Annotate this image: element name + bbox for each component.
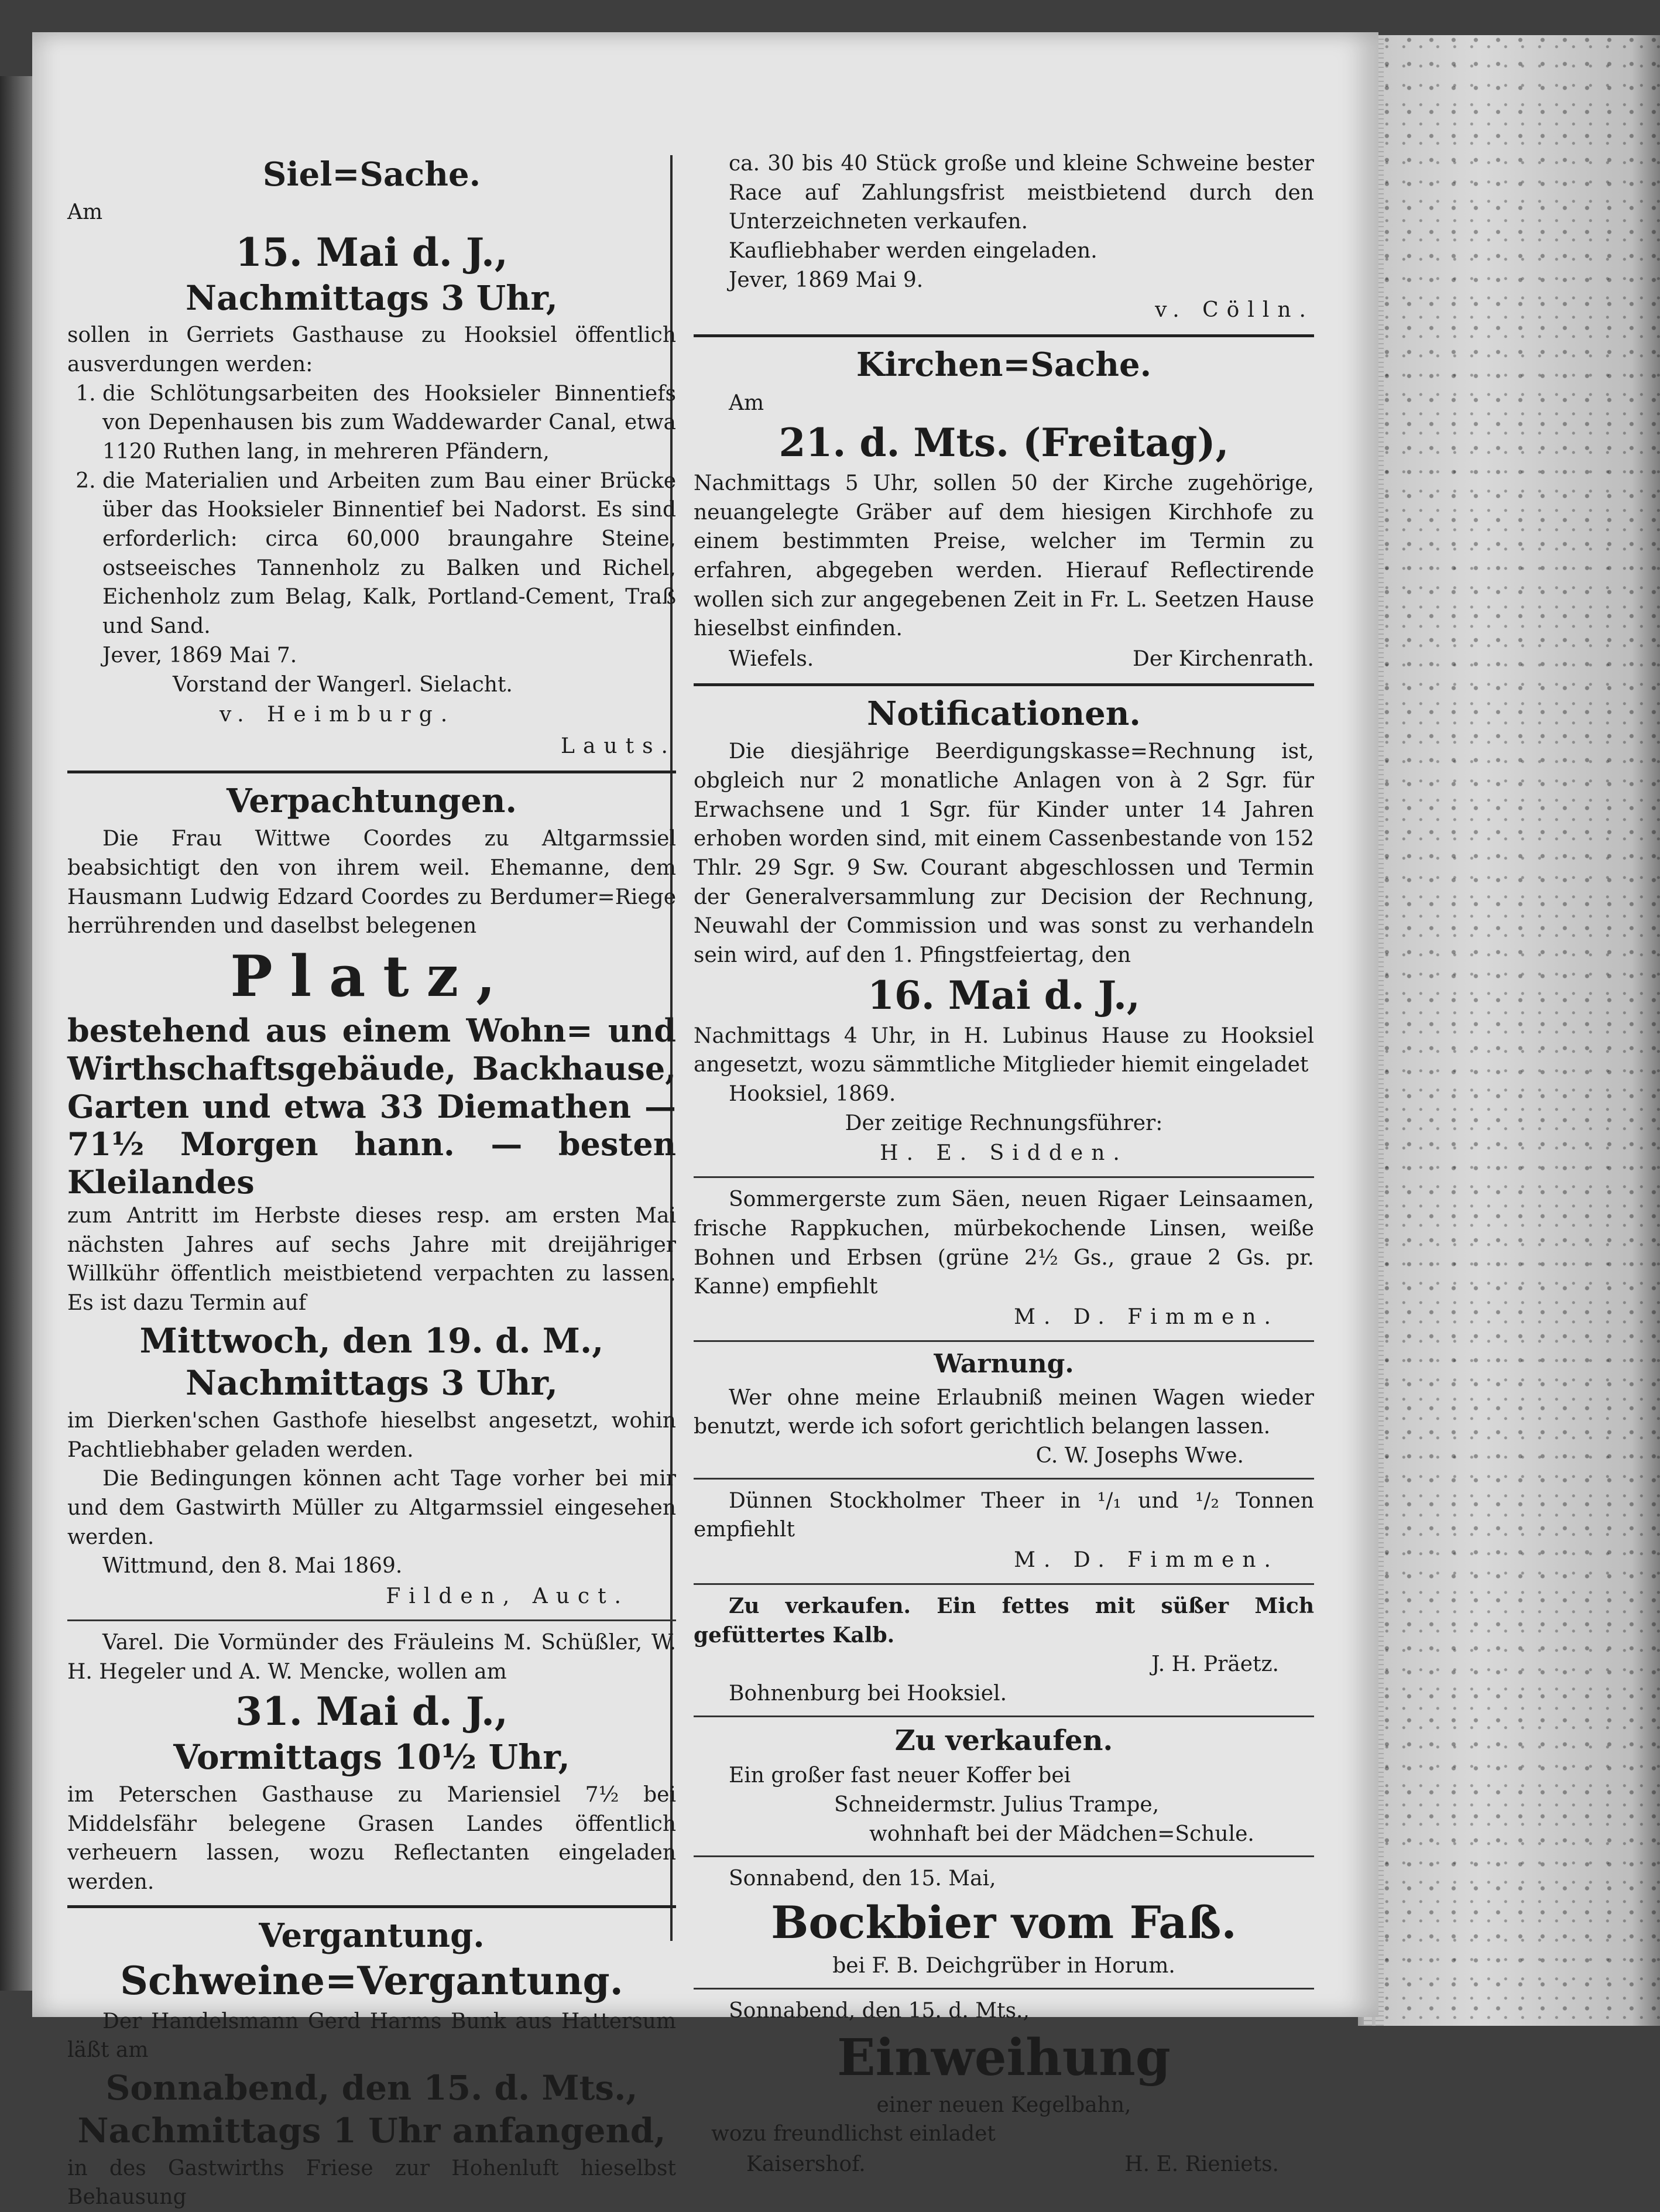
verp-text-4: Die Bedingungen können acht Tage vorher bei mir und dem Gastwirth Müller zu Altgarmssiel eingesehen werden.	[67, 1467, 676, 1549]
siel-item-1: 1. die Schlötungsarbeiten des Hooksieler Binnentiefs von Depenhausen bis zum Waddewarder Canal, etwa 1120 Ruthen lang, in mehreren Pfändern,	[102, 379, 676, 467]
siel-intro: sollen in Gerriets Gasthause zu Hooksiel öffentlich ausverdungen werden:	[67, 323, 676, 377]
notif-signature: H. E. Sidden.	[880, 1141, 1128, 1166]
divider	[694, 334, 1314, 337]
verk2-text-3: wohnhaft bei der Mädchen=Schule.	[869, 1821, 1254, 1846]
verg-text-2: in des Gastwirths Friese zur Hohenluft hieselbst Behausung	[67, 2156, 676, 2210]
kirch-footer	[694, 643, 1314, 675]
bock-date: Sonnabend, den 15. Mai,	[729, 1867, 996, 1891]
sommer-signature: M. D. Fimmen.	[1014, 1304, 1279, 1329]
verp-date: Mittwoch, den 19. d. M.,	[139, 1320, 604, 1361]
verp-place: Wittmund, den 8. Mai 1869.	[102, 1554, 403, 1578]
siel-item-2: 2. die Materialien und Arbeiten zum Bau einer Brücke über das Hooksieler Binnentief bei Nadorst. Es sind erforderlich: circa 60,000 braungahre Steine, ostseeisches Tannenholz zu Balken und Richel, Eichenholz zum Belag, Kalk, Portland-Cement, Traß und Sand.	[102, 467, 676, 641]
bock-big: Bockbier vom Faß.	[771, 1896, 1237, 1949]
verk1-signature: J. H. Präetz.	[1151, 1652, 1279, 1677]
kirch-text: Nachmittags 5 Uhr, sollen 50 der Kirche zugehörige, neuangelegte Gräber auf dem hiesigen Kirchhofe zu einem bestimmten Preise, welcher im Termin zu erfahren, abgegeben werden. Hierauf Reflectirende wollen sich zur angegebenen Zeit in Fr. L. Seetzen Hause hieselbst einfinden.	[694, 471, 1314, 641]
section-title-kirchen: Kirchen=Sache.	[856, 345, 1152, 385]
siel-items	[67, 379, 676, 641]
siel-am: Am	[67, 200, 103, 225]
varel-text-2: im Peterschen Gasthause zu Mariensiel 7½ bei Middelsfähr belegene Grasen Landes öffentlich verheuern lassen, wozu Reflectanten eingeladen werden.	[67, 1783, 676, 1895]
verk2-title: Zu verkaufen.	[894, 1724, 1113, 1757]
verp-platz: Platz,	[230, 943, 513, 1010]
siel-date: 15. Mai d. J.,	[235, 229, 508, 275]
verg-date: Sonnabend, den 15. d. Mts.,	[105, 2068, 638, 2108]
divider	[694, 1855, 1314, 1857]
einw-big: Einweihung	[837, 2028, 1171, 2087]
verk2-text-1: Ein großer fast neuer Koffer bei	[729, 1764, 1071, 1788]
kirch-place: Wiefels.	[729, 647, 814, 672]
notif-place: Hooksiel, 1869.	[729, 1081, 896, 1106]
varel-date: 31. Mai d. J.,	[235, 1689, 508, 1735]
einw-text-1: einer neuen Kegelbahn,	[876, 2093, 1131, 2117]
divider	[694, 683, 1314, 686]
einw-place: Kaisershof.	[746, 2152, 866, 2177]
sommer-text: Sommergerste zum Säen, neuen Rigaer Leinsaamen, frische Rappkuchen, mürbekochende Linsen, weiße Bohnen und Erbsen (grüne 2½ Gs., graue 2 Gs. pr. Kanne) empfiehlt	[694, 1187, 1314, 1299]
theer-signature: M. D. Fimmen.	[1014, 1548, 1279, 1573]
book-fore-edge	[1358, 35, 1660, 2026]
cont-place: Jever, 1869 Mai 9.	[729, 268, 924, 292]
notif-date: 16. Mai d. J.,	[867, 972, 1140, 1018]
verp-text: Die Frau Wittwe Coordes zu Altgarmssiel beabsichtigt den von ihrem weil. Ehemanne, dem Hausmann Ludwig Edzard Coordes zu Berdumer=Riege herrührenden und daselbst belegenen	[67, 827, 676, 939]
varel-time: Vormittags 10½ Uhr,	[173, 1737, 570, 1778]
verk1-place: Bohnenburg bei Hooksiel.	[729, 1682, 1007, 1706]
verg-text: Der Handelsmann Gerd Harms Bunk aus Hattersum läßt am	[67, 2009, 676, 2063]
divider	[67, 1619, 676, 1621]
section-title-verpachtungen: Verpachtungen.	[227, 782, 517, 821]
notif-text-2: Nachmittags 4 Uhr, in H. Lubinus Hause zu Hooksiel angesetzt, wozu sämmtliche Mitglieder hiemit eingeladet	[694, 1023, 1314, 1077]
verp-big-text: bestehend aus einem Wohn= und Wirthschaftsgebäude, Backhause, Garten und etwa 33 Diemathen — 71½ Morgen hann. — besten Kleilandes	[67, 1012, 676, 1201]
einw-text-2: wozu freundlichst einladet	[711, 2122, 996, 2146]
siel-board: Vorstand der Wangerl. Sielacht.	[173, 672, 513, 697]
left-column	[67, 149, 676, 2212]
verp-text-3: im Dierken'schen Gasthofe hieselbst angesetzt, wohin Pachtliebhaber geladen werden.	[67, 1409, 676, 1462]
notif-text: Die diesjährige Beerdigungskasse=Rechnung ist, obgleich nur 2 monatliche Anlagen von à 2 Sgr. für Erwachsene und 1 Sgr. für Kinder unter 14 Jahren erhoben worden sind, mit einem Cassenbestande von 152 Thlr. 29 Sgr. 9 Sw. Courant abgeschlossen und Termin der Generalversammlung zur Decision der Rechnung, Neuwahl der Commission und was sonst zu verhandeln sein wird, auf den 1. Pfingstfeiertag, den	[694, 739, 1314, 968]
cont-signature: v. Cölln.	[1155, 298, 1314, 323]
divider	[694, 1176, 1314, 1178]
cont-text-2: Kaufliebhaber werden eingeladen.	[729, 239, 1097, 263]
divider	[694, 1478, 1314, 1480]
divider	[694, 1716, 1314, 1717]
siel-signature-2: Lauts.	[561, 734, 676, 759]
newspaper-page	[32, 32, 1378, 2210]
siel-place: Jever, 1869 Mai 7.	[102, 643, 297, 667]
right-column	[694, 149, 1314, 2180]
verg-time: Nachmittags 1 Uhr anfangend,	[77, 2110, 666, 2151]
verg-big: Schweine=Vergantung.	[120, 1957, 623, 2004]
warn-title: Warnung.	[934, 1348, 1074, 1379]
cont-text: ca. 30 bis 40 Stück große und kleine Schweine bester Race auf Zahlungsfrist meistbietend durch den Unterzeichneten verkaufen.	[729, 152, 1314, 234]
notif-role: Der zeitige Rechnungsführer:	[845, 1111, 1163, 1135]
verp-signature: Filden, Auct.	[386, 1584, 629, 1609]
bock-text: bei F. B. Deichgrüber in Horum.	[832, 1954, 1175, 1978]
varel-text: Varel. Die Vormünder des Fräuleins M. Schüßler, W. H. Hegeler und A. W. Mencke, wollen am	[67, 1631, 676, 1684]
verk1-text: Zu verkaufen. Ein fettes mit süßer Mich gefüttertes Kalb.	[694, 1594, 1314, 1648]
warn-signature: C. W. Josephs Wwe.	[1035, 1444, 1244, 1468]
verk2-text-2: Schneidermstr. Julius Trampe,	[834, 1793, 1160, 1817]
kirch-date: 21. d. Mts. (Freitag),	[778, 420, 1229, 466]
section-title-siel: Siel=Sache.	[262, 155, 481, 194]
theer-text: Dünnen Stockholmer Theer in ¹/₁ und ¹/₂ Tonnen empfiehlt	[694, 1488, 1314, 1542]
siel-time: Nachmittags 3 Uhr,	[186, 278, 558, 318]
divider	[67, 1905, 676, 1908]
divider	[67, 771, 676, 773]
verp-text-2: zum Antritt im Herbste dieses resp. am ersten Mai nächsten Jahres auf sechs Jahre mit dreijähriger Willkühr öffentlich meistbietend verpachten zu lassen. Es ist dazu Termin auf	[67, 1204, 676, 1316]
warn-text: Wer ohne meine Erlaubniß meinen Wagen wieder benutzt, werde ich sofort gerichtlich belangen lassen.	[694, 1385, 1314, 1439]
einw-footer	[694, 2149, 1314, 2180]
section-title-notificationen: Notificationen.	[867, 694, 1141, 734]
verp-time: Nachmittags 3 Uhr,	[186, 1363, 558, 1403]
divider	[694, 1340, 1314, 1342]
kirch-signature: Der Kirchenrath.	[1132, 647, 1314, 672]
divider	[694, 1583, 1314, 1585]
kirch-am: Am	[729, 391, 764, 415]
divider	[694, 1988, 1314, 1990]
siel-signature-1: v. Heimburg.	[219, 703, 456, 727]
section-title-vergantung: Vergantung.	[259, 1916, 485, 1955]
einw-date: Sonnabend, den 15. d. Mts.,	[729, 1999, 1030, 2023]
einw-signature: H. E. Rieniets.	[1124, 2152, 1279, 2177]
